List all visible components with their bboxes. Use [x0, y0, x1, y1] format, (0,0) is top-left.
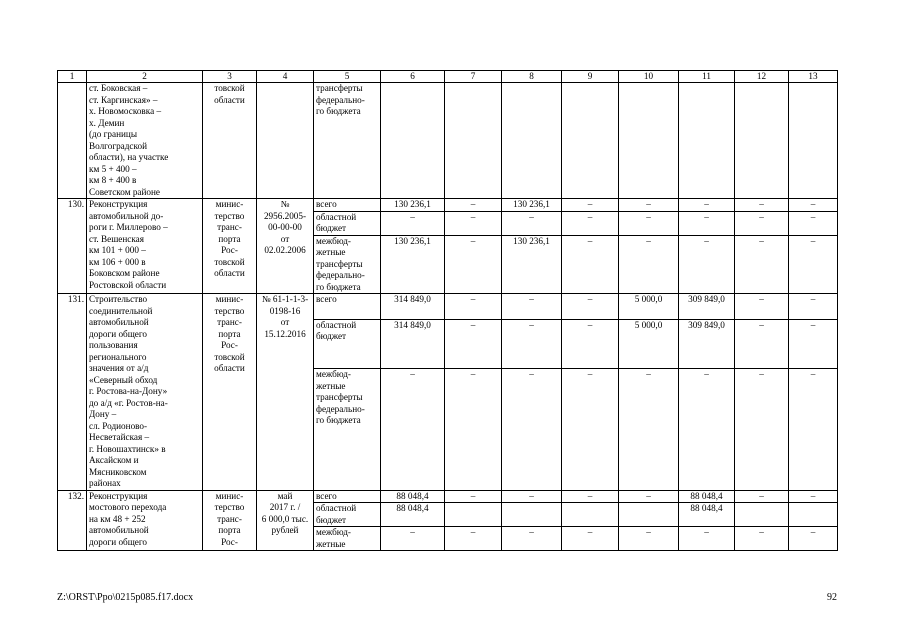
value-cell: – — [381, 369, 445, 490]
record-131 — [58, 294, 838, 491]
value-cell: – — [619, 369, 679, 490]
ministry: товской области — [203, 83, 257, 199]
value-cell — [619, 83, 679, 199]
col-header: 3 — [203, 71, 257, 83]
ministry: минис- терство транс- порта Рос- — [203, 490, 257, 551]
funding-source: межбюд- жетные трансферты федерально- го бюджета — [314, 235, 381, 294]
value-cell: 309 849,0 — [679, 294, 735, 320]
value-cell — [789, 503, 838, 527]
table-row — [58, 294, 838, 320]
value-cell: – — [381, 211, 445, 235]
value-cell — [502, 503, 562, 527]
row-number: 131. — [58, 294, 87, 491]
value-cell: – — [735, 490, 789, 503]
value-cell: – — [789, 211, 838, 235]
col-header: 12 — [735, 71, 789, 83]
value-cell: 130 236,1 — [502, 235, 562, 294]
col-header: 4 — [257, 71, 314, 83]
row-number: 132. — [58, 490, 87, 551]
value-cell: – — [789, 490, 838, 503]
funding-source: трансферты федерально- го бюджета — [314, 83, 381, 199]
value-cell: – — [502, 294, 562, 320]
funding-source: областной бюджет — [314, 211, 381, 235]
object-name: Реконструкция автомобильной до- роги г. Миллерово – ст. Вешенская км 101 + 000 – км 106 + 000 в Боковском районе Ростовской области — [87, 199, 203, 294]
value-cell: 88 048,4 — [679, 490, 735, 503]
funding-source: всего — [314, 490, 381, 503]
funding-source: областной бюджет — [314, 319, 381, 369]
value-cell: – — [789, 527, 838, 551]
record-130 — [58, 199, 838, 294]
value-cell: 314 849,0 — [381, 319, 445, 369]
value-cell: – — [619, 490, 679, 503]
value-cell: – — [445, 319, 502, 369]
value-cell: 88 048,4 — [381, 490, 445, 503]
value-cell: – — [679, 235, 735, 294]
value-cell: – — [735, 199, 789, 212]
value-cell: – — [502, 490, 562, 503]
value-cell: 88 048,4 — [679, 503, 735, 527]
col-header: 7 — [445, 71, 502, 83]
document-ref: № 2956.2005- 00-00-00 от 02.02.2006 — [257, 199, 314, 294]
col-header: 10 — [619, 71, 679, 83]
col-header: 2 — [87, 71, 203, 83]
col-header: 8 — [502, 71, 562, 83]
data-table — [57, 70, 838, 551]
value-cell — [619, 503, 679, 527]
col-header: 11 — [679, 71, 735, 83]
table-row — [58, 199, 838, 212]
value-cell — [381, 83, 445, 199]
value-cell: – — [619, 199, 679, 212]
funding-source: межбюд- жетные — [314, 527, 381, 551]
value-cell: 314 849,0 — [381, 294, 445, 320]
object-name: Реконструкция мостового перехода на км 48 + 252 автомобильной дороги общего — [87, 490, 203, 551]
value-cell: – — [445, 199, 502, 212]
row-number — [58, 83, 87, 199]
value-cell: – — [679, 527, 735, 551]
value-cell — [445, 83, 502, 199]
value-cell — [502, 83, 562, 199]
col-header: 1 — [58, 71, 87, 83]
value-cell — [735, 503, 789, 527]
value-cell: – — [562, 235, 619, 294]
value-cell: – — [562, 369, 619, 490]
header-row — [58, 71, 838, 83]
value-cell: – — [445, 294, 502, 320]
value-cell: 5 000,0 — [619, 294, 679, 320]
value-cell: – — [445, 490, 502, 503]
funding-source: всего — [314, 199, 381, 212]
value-cell — [735, 83, 789, 199]
value-cell — [445, 503, 502, 527]
value-cell: – — [619, 527, 679, 551]
value-cell: – — [502, 527, 562, 551]
object-name: Строительство соединительной автомобильной дороги общего пользования регионального значения от а/д «Северный обход г. Ростова-на-Дону» до а/д «г. Ростов-на- Дону – сл. Родионово- Несветайская – г. Новошахтинск» в Аксайском и Мясниковском районах — [87, 294, 203, 491]
value-cell: – — [562, 527, 619, 551]
funding-source: всего — [314, 294, 381, 320]
value-cell: – — [679, 369, 735, 490]
ministry: минис- терство транс- порта Рос- товской области — [203, 199, 257, 294]
value-cell: – — [735, 294, 789, 320]
document-ref — [257, 83, 314, 199]
value-cell: – — [735, 211, 789, 235]
value-cell: – — [735, 319, 789, 369]
value-cell: – — [562, 319, 619, 369]
value-cell — [679, 83, 735, 199]
value-cell: – — [502, 211, 562, 235]
value-cell: – — [502, 319, 562, 369]
value-cell: – — [735, 369, 789, 490]
row-number: 130. — [58, 199, 87, 294]
document-ref: № 61-1-1-3- 0198-16 от 15.12.2016 — [257, 294, 314, 491]
file-path: Z:\ORST\Ppo\0215p085.f17.docx — [57, 592, 194, 603]
value-cell: – — [445, 235, 502, 294]
col-header: 9 — [562, 71, 619, 83]
value-cell: – — [735, 527, 789, 551]
value-cell: – — [445, 211, 502, 235]
value-cell: 130 236,1 — [502, 199, 562, 212]
table-row — [58, 83, 838, 199]
value-cell: – — [381, 527, 445, 551]
value-cell: – — [445, 527, 502, 551]
value-cell: – — [789, 369, 838, 490]
value-cell: – — [562, 490, 619, 503]
table-row — [58, 490, 838, 503]
value-cell: – — [789, 294, 838, 320]
value-cell: 5 000,0 — [619, 319, 679, 369]
object-name: ст. Боковская – ст. Каргинская» – х. Новомосковка – х. Демин (до границы Волгоградской области), на участке км 5 + 400 – км 8 + 400 в Советском районе — [87, 83, 203, 199]
record-132 — [58, 490, 838, 551]
value-cell: 130 236,1 — [381, 235, 445, 294]
value-cell: – — [619, 211, 679, 235]
value-cell: 309 849,0 — [679, 319, 735, 369]
col-header: 6 — [381, 71, 445, 83]
page-number: 92 — [827, 592, 837, 603]
value-cell: – — [562, 199, 619, 212]
document-ref: май 2017 г. / 6 000,0 тыс. рублей — [257, 490, 314, 551]
value-cell: – — [562, 211, 619, 235]
funding-source: областной бюджет — [314, 503, 381, 527]
value-cell: 88 048,4 — [381, 503, 445, 527]
value-cell: – — [562, 294, 619, 320]
col-header: 13 — [789, 71, 838, 83]
value-cell: – — [789, 235, 838, 294]
value-cell — [789, 83, 838, 199]
value-cell: – — [502, 369, 562, 490]
value-cell: – — [789, 319, 838, 369]
ministry: минис- терство транс- порта Рос- товской области — [203, 294, 257, 491]
value-cell: – — [679, 199, 735, 212]
value-cell: – — [619, 235, 679, 294]
value-cell: – — [679, 211, 735, 235]
col-header: 5 — [314, 71, 381, 83]
value-cell — [562, 503, 619, 527]
value-cell: – — [445, 369, 502, 490]
value-cell: 130 236,1 — [381, 199, 445, 212]
value-cell: – — [735, 235, 789, 294]
value-cell — [562, 83, 619, 199]
funding-source: межбюд- жетные трансферты федерально- го бюджета — [314, 369, 381, 490]
value-cell: – — [789, 199, 838, 212]
